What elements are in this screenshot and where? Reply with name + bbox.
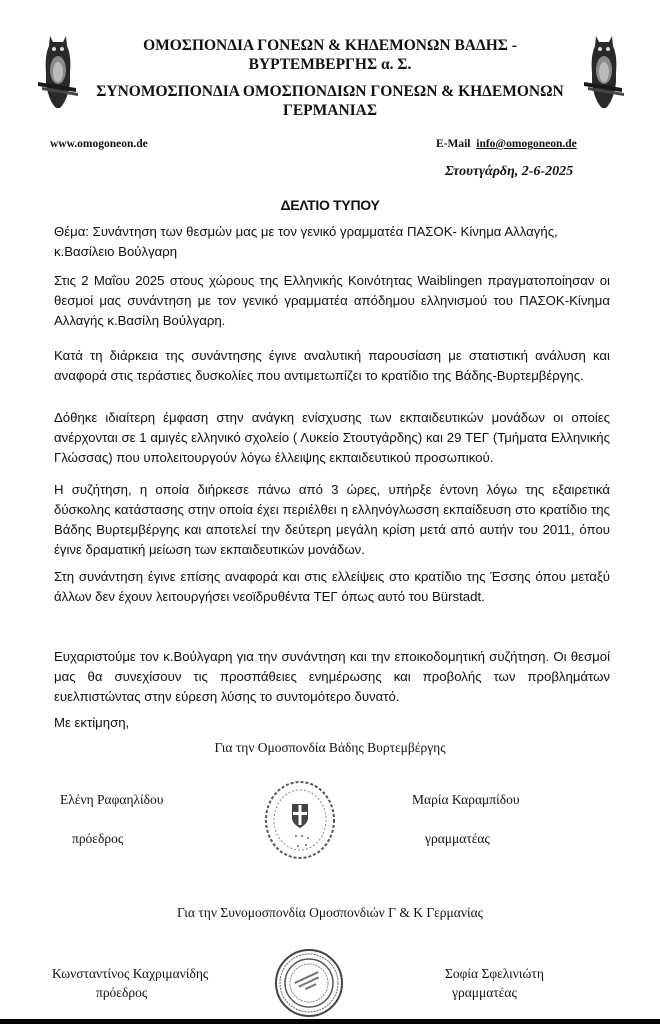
- federation-title-line2: ΒΥΡΤΕΜΒΕΡΓΗΣ α. Σ.: [248, 56, 412, 73]
- paragraph-3: [54, 408, 610, 468]
- federation-title-line1: ΟΜΟΣΠΟΝΔΙΑ ΓΟΝΕΩΝ & ΚΗΔΕΜΟΝΩΝ ΒΑΔΗΣ -: [143, 37, 517, 54]
- confederation-signature-heading: Για την Συνομοσπονδία Ομοσπονδιών Γ & Κ Γερμανίας: [176, 905, 484, 920]
- page-title: ΔΕΛΤΙΟ ΤΥΠΟΥ: [280, 197, 380, 213]
- federation-president-name: Ελένη Ραφαηλίδου: [60, 792, 164, 807]
- confederation-secretary-name: Σοφία Σφελινιώτη: [445, 966, 544, 981]
- paragraph-6: [54, 647, 610, 707]
- confederation-title: [0, 82, 660, 120]
- paragraph-text: Στις 2 Μαΐου 2025 στους χώρους της Ελληνικής Κοινότητας Waiblingen πραγματοποίησαν οι θεσμοί μας συνάντηση με τον γενικό γραμματέα απόδημου ελληνισμού του ΠΑΣΟΚ-Κίνημα Αλλαγής κ.Βασίλη Βούλγαρη.: [54, 273, 610, 328]
- paragraph-5: [54, 567, 610, 607]
- closing-text: Με εκτίμηση,: [54, 715, 130, 730]
- email-link[interactable]: info@omogoneon.de: [476, 138, 577, 150]
- confederation-stamp-icon: [274, 946, 344, 1020]
- paragraph-4: [54, 480, 610, 560]
- paragraph-text: Κατά τη διάρκεια της συνάντησης έγινε αναλυτική παρουσίαση με στατιστική ανάλυση και αναφορά στις τεράστιες δυσκολίες που αντιμετωπίζει το κρατίδιο της Βάδης-Βυρτεμβέργης.: [54, 348, 610, 383]
- confederation-president-name: Κωνσταντίνος Καχριμανίδης: [52, 966, 209, 981]
- paragraph-text: Ευχαριστούμε τον κ.Βούλγαρη για την συνάντηση και την εποικοδομητική συζήτηση. Οι θεσμοί μας θα συνεχίσουν τις προσπάθειες ενημέρωσης και προβολής των προβλημάτων ευελπιστώντας στην εύρεση λύσης το συντομότερο δυνατό.: [54, 649, 610, 704]
- federation-title: [0, 36, 660, 74]
- federation-secretary-name: Μαρία Καραμπίδου: [412, 792, 520, 807]
- paragraph-text: Στη συνάντηση έγινε επίσης αναφορά και στις ελλείψεις στο κρατίδιο της Έσσης όπου μεταξύ άλλων δεν έχουν λειτουργήσει νεοϊδρυθέντα ΤΕΓ όπως αυτό του Bürstadt.: [54, 569, 610, 604]
- paragraph-1: [54, 271, 610, 331]
- federation-secretary-role: γραμματέας: [425, 831, 490, 846]
- email-contact: [436, 138, 577, 150]
- federation-president-role: πρόεδρος: [72, 831, 124, 846]
- federation-stamp-icon: [262, 778, 338, 862]
- website-link[interactable]: www.omogoneon.de: [50, 138, 148, 150]
- confederation-president-role: πρόεδρος: [96, 985, 148, 1000]
- paragraph-text: Δόθηκε ιδιαίτερη έμφαση στην ανάγκη ενίσχυσης των εκπαιδευτικών μονάδων οι οποίες ανέρχονται σε 1 αμιγές ελληνικό σχολείο ( Λυκείο Στουτγάρδης) και 29 ΤΕΓ (Τμήματα Ελληνικής Γλώσσας) που υπολειτουργούν λόγω έλλειψης εκπαιδευτικού προσωπικού.: [54, 410, 610, 465]
- paragraph-text: Η συζήτηση, η οποία διήρκεσε πάνω από 3 ώρες, υπήρξε έντονη λόγω της εξαιρετικά δύσκολης κατάστασης στην οποία έχει περιέλθει η ελληνόγλωσση εκπαίδευση στο κρατίδιο της Βάδης Βυρτεμβέργης και αποτελεί την δεύτερη μεγάλη κρίση μετά από αυτήν του 2011, όπου έγινε δραματική μείωση των εκπαιδευτικών μονάδων.: [54, 482, 610, 557]
- confederation-title-line2: ΓΕΡΜΑΝΙΑΣ: [282, 102, 378, 119]
- paragraph-2: [54, 346, 610, 386]
- document-date: Στουτγάρδη, 2-6-2025: [445, 164, 574, 179]
- confederation-secretary-role: γραμματέας: [452, 985, 517, 1000]
- subject-text: Θέμα: Συνάντηση των θεσμών μας με τον γενικό γραμματέα ΠΑΣΟΚ- Κίνημα Αλλαγής, κ.Βασίλειο Βούλγαρη: [54, 224, 558, 259]
- confederation-title-line1: ΣΥΝΟΜΟΣΠΟΝΔΙΑ ΟΜΟΣΠΟΝΔΙΩΝ ΓΟΝΕΩΝ & ΚΗΔΕΜΟΝΩΝ: [96, 83, 564, 100]
- closing: [54, 713, 610, 733]
- bottom-border: [0, 1019, 660, 1024]
- email-label: E-Mail: [436, 138, 471, 150]
- federation-signature-heading: Για την Ομοσπονδία Βάδης Βυρτεμβέργης: [214, 740, 446, 755]
- subject-line: [54, 222, 610, 262]
